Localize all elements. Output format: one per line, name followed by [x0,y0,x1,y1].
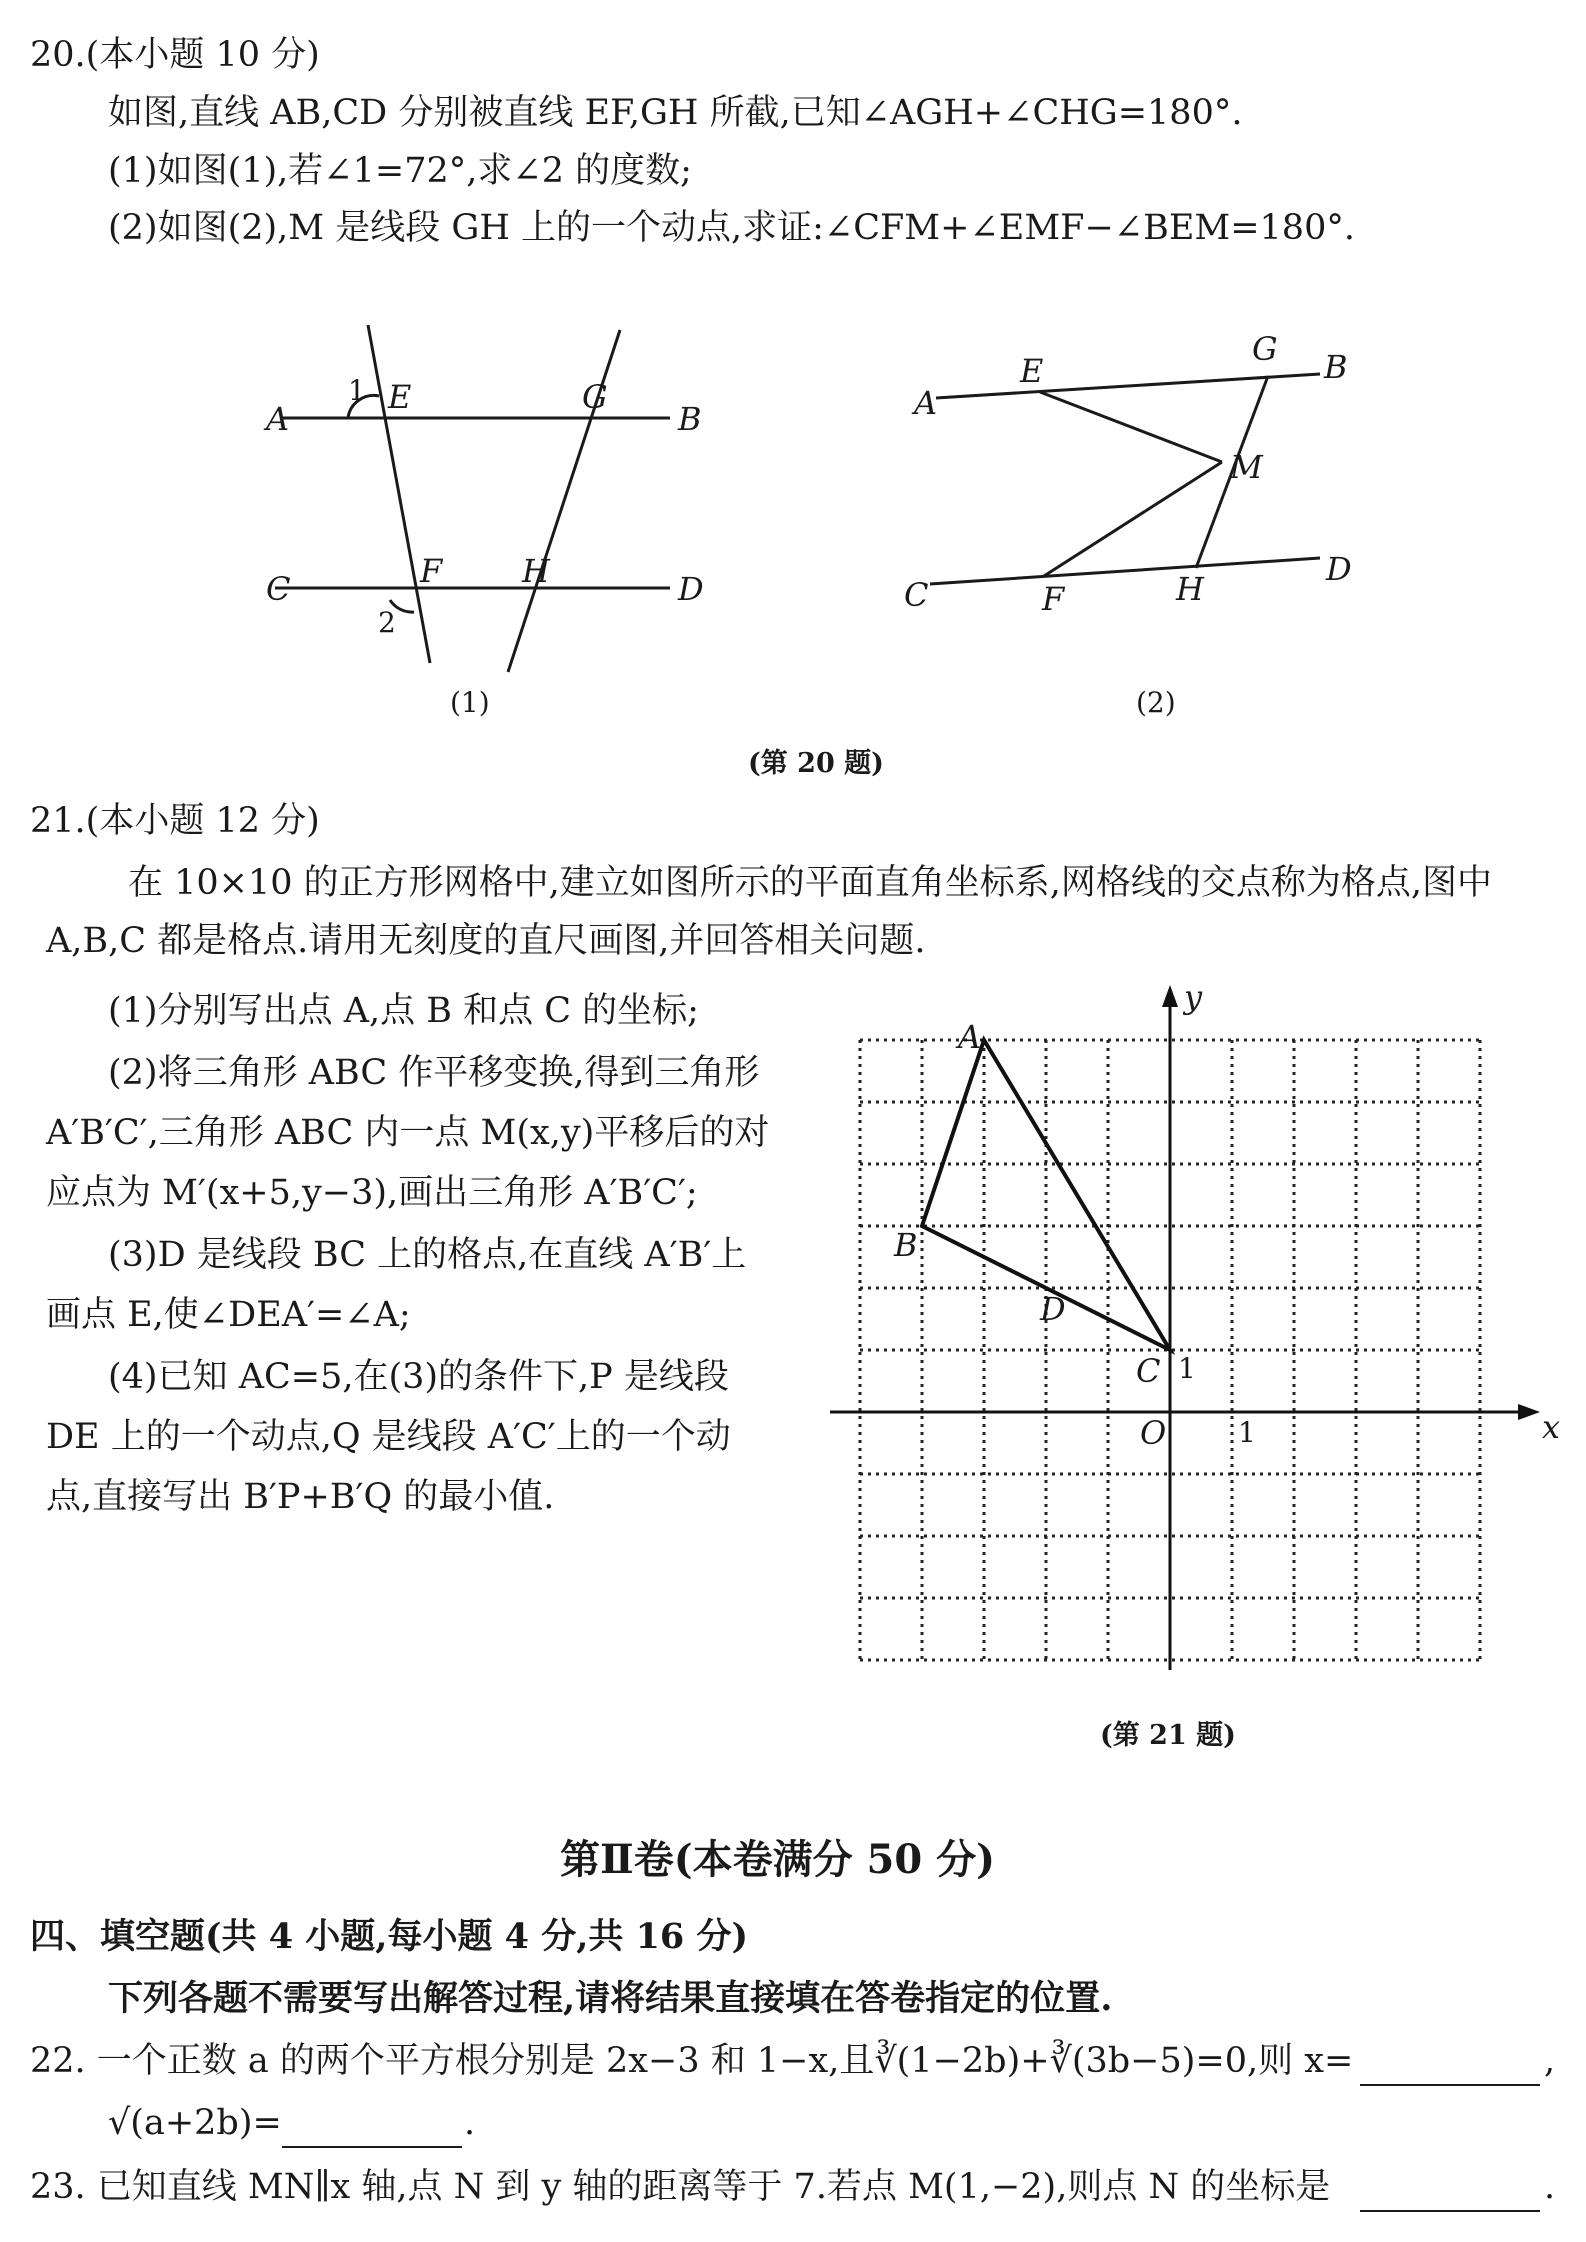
fig1-label-a: A [266,400,290,438]
fig1-label-e: E [388,378,412,416]
q21-stem-line2: A,B,C 都是格点.请用无刻度的直尺画图,并回答相关问题. [46,921,926,961]
fig1-label-g: G [582,378,608,416]
q20-stem: 如图,直线 AB,CD 分别被直线 EF,GH 所截,已知∠AGH+∠CHG=180°. [108,93,1243,133]
q20-figure-caption: (第 20 题) [748,748,884,779]
q22-answer-blank-root[interactable] [282,2146,462,2148]
q21-part3-line1: (3)D 是线段 BC 上的格点,在直线 A′B′上 [108,1235,747,1275]
y-axis-arrow [1162,985,1178,1007]
point-d-label: D [1040,1290,1066,1328]
section-fill-blank: 四、填空题(共 4 小题,每小题 4 分,共 16 分) [30,1916,749,1957]
q21-part3-line2: 画点 E,使∠DEA′=∠A; [46,1295,411,1335]
fig2-label-b: B [1324,348,1348,386]
point-b-label: B [894,1226,918,1264]
origin-label: O [1140,1414,1167,1452]
fig2-caption: (2) [1136,686,1176,719]
axes [830,985,1540,1670]
point-a-label: A [958,1018,982,1056]
q22-comma: , [1544,2041,1556,2081]
q20-header: 20.(本小题 10 分) [30,35,320,75]
q20-figure-2 [900,300,1400,720]
q21-part4-line3: 点,直接写出 B′P+B′Q 的最小值. [46,1477,555,1517]
q21-part2-line1: (2)将三角形 ABC 作平移变换,得到三角形 [108,1053,760,1093]
section-instruction: 下列各题不需要写出解答过程,请将结果直接填在答卷指定的位置. [108,1978,1113,2019]
fig1-label-d: D [678,570,704,608]
tick-x-1: 1 [1238,1416,1256,1449]
q22-answer-blank-x[interactable] [1360,2084,1540,2086]
fig2-label-f: F [1042,580,1065,618]
q21-coordinate-grid [820,978,1561,1700]
point-c-label: C [1136,1352,1161,1390]
q21-part1: (1)分别写出点 A,点 B 和点 C 的坐标; [108,991,699,1031]
fig1-angle-2: 2 [378,606,396,639]
fig2-label-g: G [1252,330,1278,368]
q21-part4-line1: (4)已知 AC=5,在(3)的条件下,P 是线段 [108,1357,729,1397]
q20-part2: (2)如图(2),M 是线段 GH 上的一个动点,求证:∠CFM+∠EMF−∠BEM=180°. [108,208,1355,248]
x-axis-arrow [1518,1404,1540,1420]
fig2-label-e: E [1020,352,1044,390]
fig1-label-b: B [678,400,702,438]
q21-figure-caption: (第 21 题) [1100,1720,1236,1751]
y-axis-label: y [1184,978,1203,1016]
fig1-label-c: C [266,570,291,608]
q21-header: 21.(本小题 12 分) [30,801,320,841]
q21-stem-line1: 在 10×10 的正方形网格中,建立如图所示的平面直角坐标系,网格线的交点称为格点,图中 [128,863,1493,903]
q21-part2-line3: 应点为 M′(x+5,y−3),画出三角形 A′B′C′; [46,1173,698,1213]
q23-period: . [1544,2167,1556,2207]
q23-answer-blank[interactable] [1360,2210,1540,2212]
fig2-label-h: H [1176,570,1204,608]
fig2-label-m: M [1230,448,1263,486]
q22-line2: √(a+2b)= [108,2103,282,2143]
part2-title: 第Ⅱ卷(本卷满分 50 分) [560,1836,996,1883]
fig1-label-f: F [420,552,443,590]
q20-part1: (1)如图(1),若∠1=72°,求∠2 的度数; [108,151,692,191]
fig1-angle-1: 1 [348,374,366,407]
tick-y-1: 1 [1178,1352,1196,1385]
fig2-label-d: D [1326,550,1352,588]
x-axis-label: x [1542,1408,1561,1446]
q22-line1: 22. 一个正数 a 的两个平方根分别是 2x−3 和 1−x,且∛(1−2b)+∛(3b−5)=0,则 x= [30,2041,1354,2081]
fig2-label-c: C [904,576,929,614]
fig1-label-h: H [522,552,550,590]
q21-part4-line2: DE 上的一个动点,Q 是线段 A′C′上的一个动 [46,1417,731,1457]
fig1-caption: (1) [450,686,490,719]
q21-part2-line2: A′B′C′,三角形 ABC 内一点 M(x,y)平移后的对 [46,1113,770,1153]
q23-text: 23. 已知直线 MN∥x 轴,点 N 到 y 轴的距离等于 7.若点 M(1,−2),则点 N 的坐标是 [30,2167,1331,2207]
q22-period: . [464,2103,476,2143]
fig2-label-a: A [914,384,938,422]
q20-figure-1 [230,300,790,720]
